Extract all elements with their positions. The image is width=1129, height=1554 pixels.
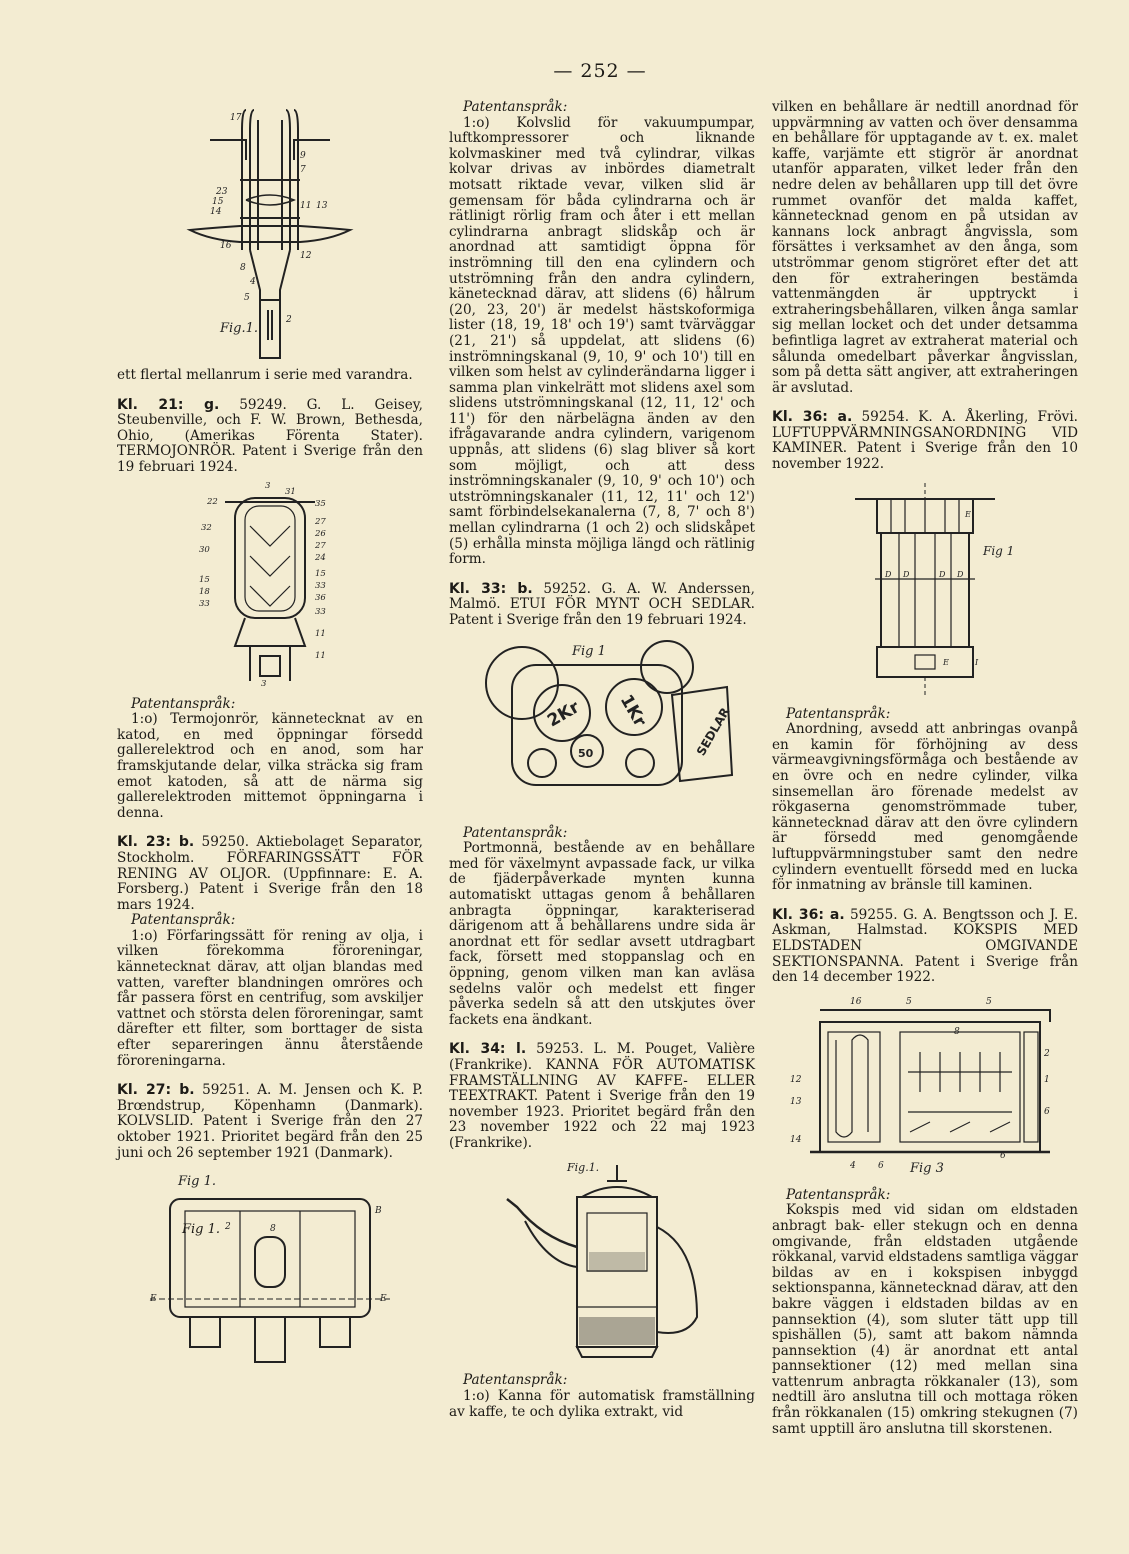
svg-text:E: E [965, 509, 971, 519]
svg-text:33: 33 [199, 598, 210, 609]
coin-1kr-label: 1Kr [615, 690, 650, 730]
svg-text:15: 15 [315, 568, 326, 579]
claim-heading: Patentanspråk: [463, 824, 568, 841]
fig-label: Fig.1. [567, 1161, 600, 1175]
frag-tail: vilken en behållare är nedtill anordnad för uppvärmning av vatten och över densamma en behållare för upptagande av t. ex. malet kaffe, varjämte ett stigrör är anordnat utanför apparaten, vilket leder från den nedre delen av behållaren upp till det övre rummet ovanför det malda kaffet, kännetecknad genom en på utsidan av kannans lock anbragt ångvissla, som försättes i verksamhet av den ånga, som utströmmar genom stigröret efter det att den för extraheringen bestämda vattenmängden är upptryckt i extraheringsbehållaren, vilken ånga samlar sig mellan locket och det under detsamma befintliga lagret av extraherat material och sålunda omedelbart påverkar ångvisslan, som på detta sätt angiver, att extraheringen är avslutad. [772, 99, 1078, 396]
claim-text: Portmonnä, bestående av en behållare med för växelmynt avpassade fack, ur vilka de fjäderpåverkade mynten kunna automatiskt uttagas genom å behållaren anbragta öppningar, karakteriserad därigenom att å behållarens undre sida är anordnat ett för sedlar avsett utdragbart fack, försett med stoppanslag och en öppning, genom vilken man kan avläsa sedelns valör och medelst ett finger påverka sedeln så att den utskjutes över fackets ena ändkant. [449, 840, 755, 1028]
svg-text:4: 4 [250, 277, 256, 287]
svg-text:6: 6 [878, 1160, 884, 1171]
svg-text:Fig 1.: Fig 1. [178, 1174, 217, 1190]
svg-text:33: 33 [315, 606, 326, 617]
svg-text:8: 8 [954, 1026, 960, 1037]
patent-entry-59252 [449, 582, 755, 629]
class-label: Kl. 27: b. [117, 1082, 195, 1099]
patent-entry-59250 [117, 835, 423, 913]
svg-text:27: 27 [315, 516, 326, 527]
svg-text:36: 36 [315, 592, 326, 603]
svg-text:11: 11 [315, 628, 326, 639]
claim-heading: Patentanspråk: [786, 705, 891, 722]
column-2 [449, 100, 755, 1420]
svg-text:23: 23 [216, 187, 228, 197]
svg-text:2: 2 [1044, 1048, 1050, 1059]
patent-entry-59251 [117, 1083, 423, 1161]
svg-text:15: 15 [212, 197, 224, 207]
claim-text: 1:o) Kolvslid för vakuumpumpar, luftkompressorer och liknande kolvmaskiner med två cylindrar, vilkas kolvar drivas av inbördes diametralt motsatt riktade vevar, vilken slid är gemensam för båda cylindrarna och är rätlinigt rörlig fram och åter i ett mellan cylindrarna anbragt slidskåp och är anordnad att samtidigt öppna för inströmning till den ena cylindern och utströmning från den andra cylindern, känetecknad därav, att slidens (6) hålrum (20, 23, 20') är medelst hästskoformiga lister (18, 19, 18' och 19') samt tvärväggar (21, 21') så uppdelat, att slidens (6) inströmningskanal (9, 10, 9' och 10') till en vilken som helst av cylinderändarna ligger i samma plan vinkelrätt mot slidens axel som slidens utströmningskanal (12, 11, 12' och 11') för den närbelägna änden av den ifrågavarande andra cylindern, varigenom uppnås, att slidens (6) slag bliver så kort som möjligt, och att dess inströmningskanaler (9, 10, 9' och 10') och utströmningskanaler (11, 12, 11' och 12') samt förbindelsekanalerna (7, 8, 7' och 8') mellan cylindrarna (1 och 2) och slidskåpet (5) erhålla minsta möjliga längd och rätlinig form. [449, 114, 755, 568]
fig-label: Fig 3 [910, 1160, 944, 1176]
claim-heading: Patentanspråk: [786, 1186, 891, 1203]
class-label: Kl. 33: b. [449, 580, 533, 597]
svg-text:Fig.1.: Fig.1. [220, 321, 259, 336]
claim-text: 1:o) Kanna för automatisk framställning av kaffe, te och dylika extrakt, vid [449, 1388, 755, 1420]
entry-body: 59249. G. L. Geisey, Steubenville, och F. W. Brown, Bethesda, Ohio, (Amerikas Förenta Stater). TERMOJONRÖR. Patent i Sverige från den 19 februari 1924. [117, 396, 423, 475]
svg-text:8: 8 [270, 1224, 276, 1235]
class-label: Kl. 36: a. [772, 409, 853, 426]
svg-text:13: 13 [790, 1096, 802, 1107]
thermionic-tube-figure [150, 100, 390, 368]
entry-body: 59251. A. M. Jensen och K. P. Brœndstrup, Köpenhamn (Danmark). KOLVSLID. Patent i Sverige från den 27 oktober 1921. Prioritet begärd från den 25 juni och 26 september 1921 (Danmark). [117, 1082, 423, 1161]
claim-text: Anordning, avsedd att anbringas ovanpå en kamin för förhöjning av dess värmeavgivningsförmåga och bestående av en övre och en nedre cylinder, vilka sinsemellan äro förenade medelst av rökgaserna genomströmmade tuber, kännetecknad därav att den övre cylindern är försedd med genomgående luftuppvärmningstuber samt den nedre cylindern eventuellt försedd med en lucka för inmatning av bränsle till kaminen. [772, 721, 1078, 894]
svg-text:18: 18 [199, 586, 210, 597]
separator-figure [165, 476, 375, 691]
svg-text:11: 11 [300, 201, 312, 211]
svg-text:2: 2 [225, 1222, 231, 1233]
svg-text:3: 3 [261, 678, 267, 689]
svg-text:B: B [375, 1206, 382, 1217]
svg-text:2: 2 [286, 315, 292, 325]
claim-heading: Patentanspråk: [463, 99, 568, 115]
cooking-range-figure [780, 992, 1070, 1182]
svg-text:16: 16 [850, 996, 862, 1007]
svg-text:27: 27 [315, 540, 326, 551]
svg-text:16: 16 [220, 241, 232, 251]
svg-text:32: 32 [201, 522, 212, 533]
coin-purse-figure [462, 635, 742, 820]
claim-text: 1:o) Förfaringssätt för rening av olja, i vilken förekomma föroreningar, kännetecknat därav, att oljan blandas med vatten, varefter blandningen omröres och får passera först en centrifug, som avskiljer vattnet och största delen föroreningar, samt därefter ett filter, som borttager de sista efter separeringen ännu återstående föroreningarna. [117, 927, 423, 1069]
class-label: Kl. 23: b. [117, 834, 195, 851]
svg-text:31: 31 [285, 486, 296, 497]
fig-label: Fig 1 [983, 543, 1015, 558]
svg-text:17: 17 [230, 113, 242, 123]
frag-tail: ett flertal mellanrum i serie med varandra. [117, 367, 413, 383]
class-label: Kl. 21: g. [117, 396, 220, 413]
svg-text:12: 12 [300, 251, 312, 261]
svg-text:26: 26 [315, 528, 326, 539]
stove-heater-figure [825, 479, 1025, 701]
svg-text:22: 22 [207, 496, 218, 507]
claim-heading: Patentanspråk: [131, 912, 236, 929]
patent-entry-59249 [117, 398, 423, 476]
svg-text:E: E [943, 657, 949, 667]
svg-text:35: 35 [315, 498, 326, 509]
svg-text:1: 1 [1044, 1074, 1050, 1085]
column-1 [117, 100, 423, 1367]
coin-2kr-label: 2Kr [544, 696, 584, 731]
claim-text: Kokspis med vid sidan om eldstaden anbragt bak- eller stekugn och en denna omgivande, från eldstaden utgående rökkanal, varvid eldstadens samtliga väggar bildas av en i kokspisen inbyggd sektionspanna, kännetecknad därav, att den bakre väggen i eldstaden bildas av en pannsektion (4), som sluter tätt upp till spishällen (5), samt att bakom nämnda pannsektion (4) är anordnat ett antal pannsektioner (12) med mellan sina vattenrum anbragta rökkanaler (13), som nedtill äro anslutna till och mottaga röken från rökkanalen (15) omkring stekugnen (7) samt upptill äro anslutna till skorstenen. [772, 1202, 1078, 1437]
entry-body: 59253. L. M. Pouget, Valière (Frankrike). KANNA FÖR AUTOMATISK FRAMSTÄLLNING AV KAFFE- ELLER TEEXTRAKT. Patent i Sverige från den 19 november 1923. Prioritet begärd från den 23 november 1922 och 22 maj 1923 (Frankrike). [449, 1041, 755, 1151]
svg-text:3: 3 [265, 480, 271, 491]
claim-heading: Patentanspråk: [131, 695, 236, 712]
svg-text:E: E [380, 1294, 387, 1305]
svg-text:14: 14 [210, 207, 222, 217]
svg-text:D: D [903, 569, 910, 579]
fig1-col1-label: Fig 1. [182, 1222, 221, 1237]
svg-text:D: D [885, 569, 892, 579]
svg-text:15: 15 [199, 574, 210, 585]
class-label: Kl. 34: l. [449, 1041, 527, 1058]
svg-text:6: 6 [1044, 1106, 1050, 1117]
entry-body: 59252. G. A. W. Anderssen, Malmö. ETUI FÖR MYNT OCH SEDLAR. Patent i Sverige från den 19 februari 1924. [449, 580, 755, 628]
class-label: Kl. 36: a. [772, 906, 845, 923]
svg-text:D: D [957, 569, 964, 579]
svg-text:12: 12 [790, 1074, 802, 1085]
svg-text:5: 5 [906, 996, 912, 1007]
coffee-pot-figure [467, 1157, 737, 1367]
svg-text:I: I [975, 657, 979, 667]
svg-text:E: E [150, 1294, 157, 1305]
entry-body: 59254. K. A. Åkerling, Frövi. LUFTUPPVÄRMNINGSANORDNING VID KAMINER. Patent i Sverige från den 10 november 1922. [772, 409, 1079, 473]
piston-valve-figure [130, 1167, 410, 1367]
fig-label: Fig 1 [572, 643, 606, 659]
svg-text:6: 6 [1000, 1150, 1006, 1161]
svg-text:5: 5 [244, 293, 250, 303]
svg-text:5: 5 [986, 996, 992, 1007]
svg-text:30: 30 [199, 544, 210, 555]
claim-text: 1:o) Termojonrör, kännetecknat av en katod, en med öppningar försedd gallerelektrod och en anod, som har framskjutande delar, vilka sträcka sig fram emot katoden, så att de närma sig gallerelektroden mittemot öppningarna i denna. [117, 711, 423, 821]
svg-text:8: 8 [240, 263, 246, 273]
svg-text:11: 11 [315, 650, 326, 661]
svg-text:9: 9 [300, 151, 306, 161]
svg-text:D: D [939, 569, 946, 579]
svg-text:13: 13 [316, 201, 328, 211]
patent-entry-59254 [772, 410, 1078, 472]
svg-text:14: 14 [790, 1134, 802, 1145]
patent-entry-59253 [449, 1042, 755, 1151]
entry-body: 59255. G. A. Bengtsson och J. E. Askman, Halmstad. KOKSPIS MED ELDSTADEN OMGIVANDE SEKTIONSPANNA. Patent i Sverige från den 14 december 1922. [772, 906, 1078, 986]
column-3 [772, 100, 1078, 1437]
svg-text:24: 24 [315, 552, 326, 563]
entry-body: 59250. Aktiebolaget Separator, Stockholm. FÖRFARINGSSÄTT FÖR RENING AV OLJOR. (Uppfinnare: E. A. Forsberg.) Patent i Sverige från den 18 mars 1924. [117, 834, 423, 913]
page-number: — 252 — [553, 60, 647, 82]
svg-text:7: 7 [300, 165, 306, 175]
claim-heading: Patentanspråk: [463, 1372, 568, 1389]
svg-text:4: 4 [850, 1160, 856, 1171]
svg-text:33: 33 [315, 580, 326, 591]
sedlar-label: SEDLAR [693, 704, 733, 758]
patent-entry-59255 [772, 908, 1078, 986]
coin-50-label: 50 [578, 746, 594, 760]
